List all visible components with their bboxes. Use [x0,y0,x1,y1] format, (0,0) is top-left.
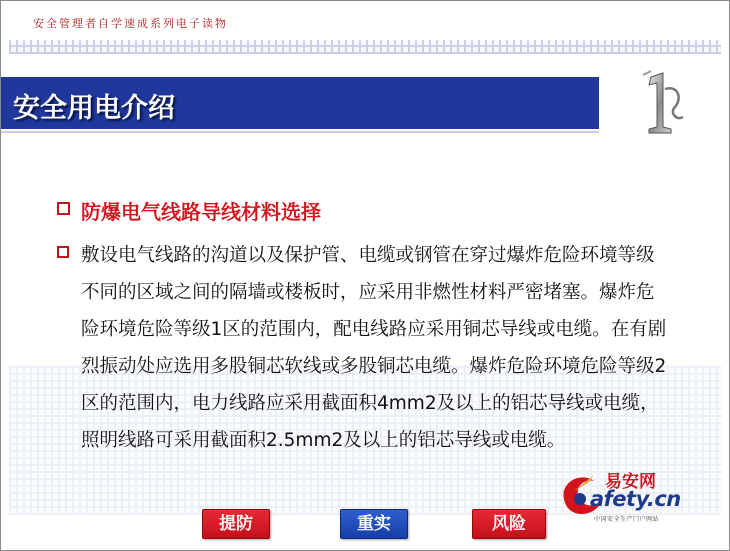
risk-button[interactable]: 风险 [472,509,546,539]
brand-name-en: afety.cn [590,487,681,511]
title-divider [1,131,599,133]
practical-button[interactable]: 重实 [340,509,408,539]
brand-name-cn: 易安网 [605,472,656,492]
slide-title: 安全用电介绍 [13,93,175,124]
number-one-ornament-icon [633,67,689,139]
fret-border-top [9,40,721,54]
title-bar [1,77,599,129]
series-label: 安全管理者自学速成系列电子读物 [33,17,228,30]
brand-tagline: 中国安全生产门户网站 [594,516,660,523]
paragraph-bullet-icon [57,246,69,258]
brand-logo [558,467,708,527]
heading-bullet-icon [57,202,70,215]
body-paragraph: 敷设电气线路的沟道以及保护管、电缆或钢管在穿过爆炸危险环境等级不同的区域之间的隔墙或楼板时，应采用非燃性材料严密堵塞。爆炸危险环境危险等级1区的范围内，配电线路应采用铜芯导线或电缆。在有剧烈振动处应选用多股铜芯软线或多股铜芯电缆。爆炸危险环境危险等级2区的范围内，电力线路应采用截面积4mm2及以上的铝芯导线或电缆，照明线路可采用截面积2.5mm2及以上的铝芯导线或电缆。 [81,245,667,451]
section-heading: 防爆电气线路导线材料选择 [81,200,321,224]
prevent-button[interactable]: 提防 [202,509,270,539]
